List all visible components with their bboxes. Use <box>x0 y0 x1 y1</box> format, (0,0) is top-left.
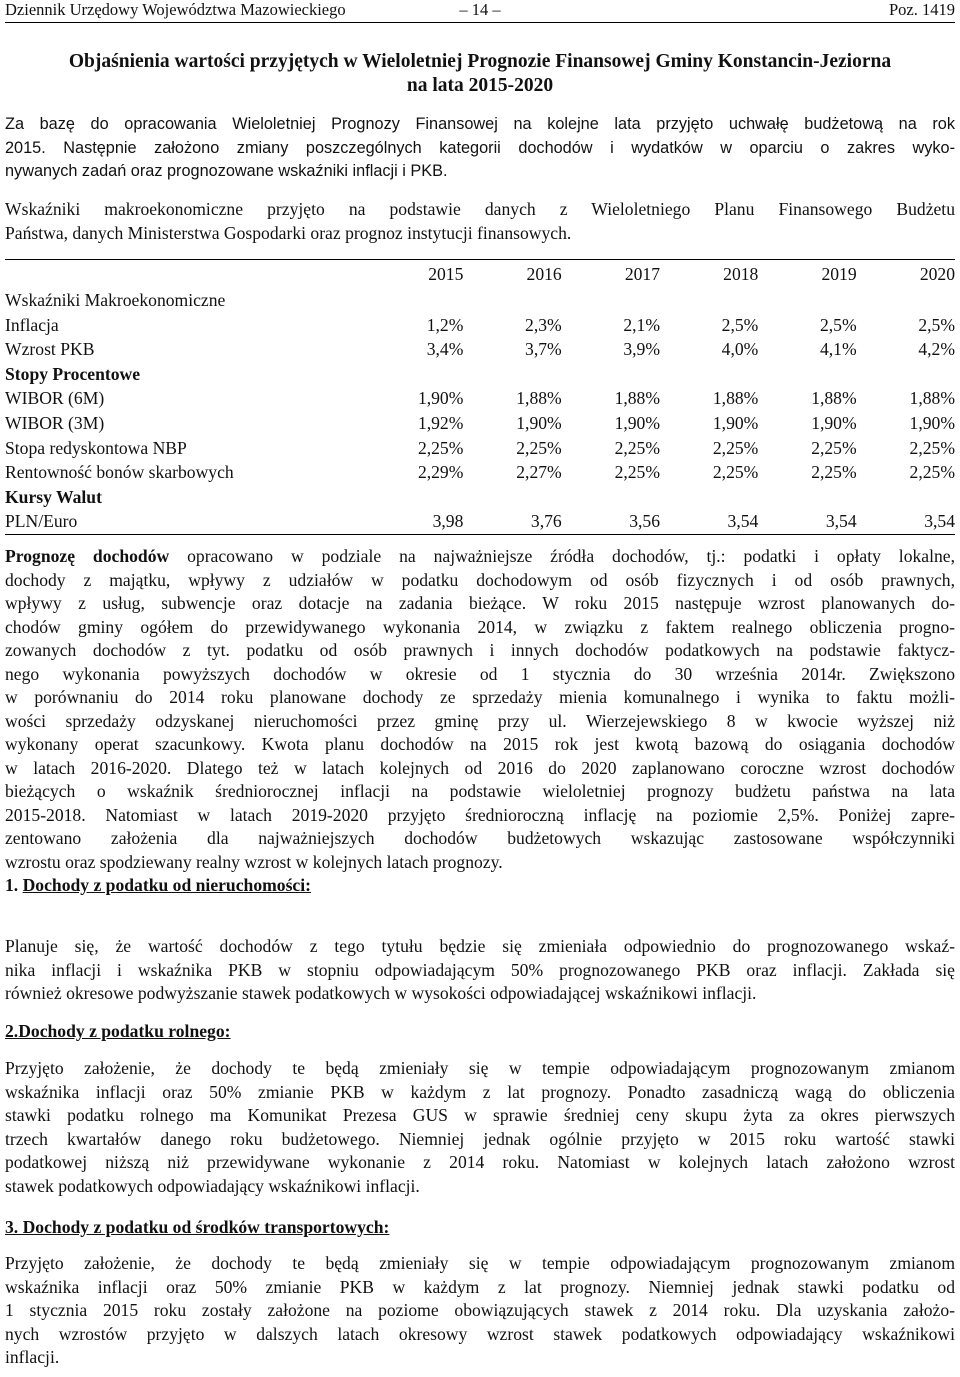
text-line: wpływy z usług, subwencje oraz dotacje na zadania bieżące. W roku 2015 następuje wzrost planowanych do- <box>5 593 955 613</box>
text-line: stawki podatku rolnego ma Komunikat Prezesa GUS w sprawie średniej ceny skupu żyta za okres pierwszych <box>5 1105 955 1125</box>
year-header: 2016 <box>526 264 562 284</box>
document-title <box>5 50 955 98</box>
text-line: 1 stycznia 2015 roku zostały założone na poziome obowiązujących stawek z 2014 roku. Dla uzyskania założo- <box>5 1300 955 1320</box>
row-value: 1,88% <box>811 388 857 409</box>
row-label: WIBOR (3M) <box>5 412 105 433</box>
row-value: 1,2% <box>426 314 464 335</box>
row-value: 2,3% <box>525 314 562 335</box>
row-value: 2,5% <box>918 314 955 335</box>
page-number: – 14 – <box>459 0 501 19</box>
section-1-number: 1. <box>5 875 23 895</box>
row-value: 3,54 <box>924 511 955 532</box>
table-group-row <box>5 288 955 313</box>
text-line: stawek podatkowych odpowiadający wskaźnikowi inflacji. <box>5 1175 420 1196</box>
row-value: 2,25% <box>417 437 464 458</box>
text-line: nego wykonania powyższych dochodów w okresie od 1 stycznia do 30 września 2014r. Zwiększono <box>5 663 955 684</box>
year-header: 2015 <box>428 264 464 284</box>
row-value: 3,54 <box>727 511 759 532</box>
text-line: dochody z majątku, wpływy z udziałów w podatku dochodowym od osób fizycznych i od osób prawnych, <box>5 569 955 590</box>
row-value: 2,25% <box>811 437 857 458</box>
group-label: Wskaźniki Makroekonomiczne <box>5 290 226 310</box>
text-line: 2015-2018. Natomiast w latach 2019-2020 przyjęto średnioroczną inflację na poziomie 2,5%. Poniżej zapre- <box>5 804 955 825</box>
text-line: wskaźnika inflacji oraz 50% zmianie PKB w każdym z lat prognozy. Niemniej jednak stawki podatku od <box>5 1276 955 1297</box>
year-header: 2018 <box>723 264 759 284</box>
table-row <box>5 337 955 362</box>
text-line: również okresowe podwyższanie stawek podatkowych w wysokości odpowiadającej wskaźnikowi inflacji. <box>5 983 757 1003</box>
row-value: 1,92% <box>417 412 464 433</box>
income-line-0: opracowano w podziale na najważniejsze źródła dochodów, tj.: podatki i opłaty lokalne, <box>169 546 955 566</box>
text-line: inflacji. <box>5 1347 60 1367</box>
row-value: 4,2% <box>918 339 955 360</box>
row-value: 2,27% <box>516 462 562 483</box>
journal-name: Dziennik Urzędowy Województwa Mazowieckiego <box>5 0 346 19</box>
table-header-empty <box>5 260 365 289</box>
row-value: 2,25% <box>909 437 955 458</box>
table-row <box>5 411 955 436</box>
page-header <box>5 0 955 23</box>
section-1-heading <box>5 874 311 898</box>
row-value: 2,25% <box>909 462 955 483</box>
row-value: 1,90% <box>614 412 661 433</box>
text-line: nywanych zadań oraz prognozowane wskaźniki inflacji i PKB. <box>5 162 448 180</box>
table-group-row <box>5 362 955 387</box>
row-value: 3,4% <box>426 339 464 360</box>
text-line: podatkowej niższą niż przewidywane wykonanie z 2014 roku. Natomiast w kolejnych latach założono wzrost <box>5 1152 955 1172</box>
row-value: 2,29% <box>417 462 464 483</box>
table-header-row <box>5 260 955 289</box>
row-value: 2,1% <box>623 314 661 335</box>
text-line: Wskaźniki makroekonomiczne przyjęto na podstawie danych z Wieloletniego Planu Finansowego Budżetu <box>5 199 955 219</box>
row-label: Stopa redyskontowa NBP <box>5 437 187 458</box>
text-line: Planuje się, że wartość dochodów z tego tytułu będzie się zmieniała odpowiednio do prognozowanego wskaź- <box>5 936 955 956</box>
section-3-paragraph <box>5 1252 955 1370</box>
table-row <box>5 509 955 534</box>
section-1-paragraph <box>5 935 955 1006</box>
group-label: Stopy Procentowe <box>5 363 141 384</box>
row-value: 3,7% <box>525 339 562 360</box>
row-label: Wzrost PKB <box>5 339 95 360</box>
text-line: Za bazę do opracowania Wieloletniej Prognozy Finansowej na kolejne lata przyjęto uchwałę budżetową na rok <box>5 115 955 133</box>
text-line: 2015. Następnie założono zmiany poszczególnych kategorii dochodów i wydatków w oparciu o zakres wyko- <box>5 138 955 157</box>
text-line: zowanych dochodów z tyt. podatku od osób prawnych i innych dochodów podatkowych na podstawie faktycz- <box>5 640 955 660</box>
row-value: 4,1% <box>819 339 857 360</box>
table-row <box>5 460 955 485</box>
position-number: Poz. 1419 <box>889 0 955 19</box>
row-value: 1,88% <box>516 388 562 409</box>
row-value: 2,25% <box>811 462 857 483</box>
title-line-1: Objaśnienia wartości przyjętych w Wieloletniej Prognozie Finansowej Gminy Konstancin-Jeziorna <box>68 51 892 72</box>
row-value: 2,25% <box>712 462 759 483</box>
row-value: 4,0% <box>721 339 759 360</box>
row-value: 3,76 <box>530 511 562 532</box>
section-2-paragraph <box>5 1057 955 1198</box>
row-value: 3,54 <box>825 511 857 532</box>
section-1-title: Dochody z podatku od nieruchomości: <box>22 875 311 895</box>
row-value: 1,90% <box>712 412 759 433</box>
table-row <box>5 436 955 461</box>
row-value: 1,88% <box>712 388 759 409</box>
macroeconomic-table <box>5 259 955 535</box>
text-line: Przyjęto założenie, że dochody te będą zmieniały się w tempie odpowiadającym prognozowanym zmianom <box>5 1058 955 1078</box>
year-header: 2020 <box>919 264 955 284</box>
text-line: Przyjęto założenie, że dochody te będą zmieniały się w tempie odpowiadającym prognozowanym zmianom <box>5 1253 955 1273</box>
row-value: 2,25% <box>516 437 562 458</box>
table-row <box>5 313 955 338</box>
text-line: w porównaniu do 2014 roku planowane dochody ze sprzedaży mienia komunalnego i wynika to faktu możli- <box>5 687 955 707</box>
row-value: 1,90% <box>811 412 857 433</box>
row-value: 3,9% <box>623 339 661 360</box>
row-value: 2,25% <box>614 462 661 483</box>
text-line: nika inflacji i wskaźnika PKB w stopniu odpowiadającym 50% prognozowanego PKB oraz inflacji. Zakłada się <box>5 959 955 980</box>
text-line: zentowano założenia dla najważniejszych dochodów budżetowych wskazując zastosowane współczynniki <box>5 828 955 848</box>
row-value: 1,90% <box>516 412 562 433</box>
text-line: wskaźnika inflacji oraz 50% zmianie PKB w każdym z lat prognozy. Ponadto zasadniczą wagą do obliczenia <box>5 1081 955 1102</box>
row-value: 2,25% <box>614 437 661 458</box>
table-group-row <box>5 485 955 510</box>
row-label: PLN/Euro <box>5 511 78 532</box>
text-line: w latach 2016-2020. Dlatego też w latach kolejnych od 2016 do 2020 zaplanowano coroczne wzrost dochodów <box>5 757 955 778</box>
row-label: WIBOR (6M) <box>5 388 105 409</box>
row-value: 2,25% <box>712 437 759 458</box>
row-label: Rentowność bonów skarbowych <box>5 462 234 483</box>
basis-paragraph <box>5 198 955 245</box>
text-line <box>5 545 955 569</box>
group-label: Kursy Walut <box>5 486 102 507</box>
row-value: 2,5% <box>721 314 759 335</box>
text-line: nych wzrostów przyjęto w dalszych latach okresowy wzrost stawek podatkowych odpowiadający wskaźnikowi <box>5 1323 955 1344</box>
year-header: 2017 <box>624 264 661 284</box>
income-paragraph <box>5 545 955 874</box>
text-line: wykonany operat szacunkowy. Kwota planu dochodów na 2015 rok jest kwotą bazową do osiągania dochodów <box>5 734 955 754</box>
section-2-heading: 2.Dochody z podatku rolnego: <box>5 1021 231 1041</box>
row-value: 1,88% <box>614 388 661 409</box>
row-value: 1,90% <box>909 412 955 433</box>
text-line: chodów gminy ogółem do przewidywanego wykonania 2014, w związku z faktem realnego obliczenia progno- <box>5 616 955 637</box>
text-line: trzech kwartałów danego roku budżetowego. Niemniej jednak ogólnie przyjęto w 2015 roku wartość stawki <box>5 1128 955 1149</box>
row-value: 1,88% <box>909 388 955 409</box>
row-label: Inflacja <box>5 314 59 335</box>
text-line: bieżących o wskaźnik średniorocznej inflacji na podstawie wieloletniej prognozy budżetu państwa na lata <box>5 781 955 801</box>
text-line: Państwa, danych Ministerstwa Gospodarki oraz prognoz instytucji finansowych. <box>5 222 572 243</box>
income-lead: Prognozę dochodów <box>5 546 170 566</box>
row-value: 1,90% <box>417 388 464 409</box>
section-3-heading: 3. Dochody z podatku od środków transportowych: <box>5 1217 390 1237</box>
text-line: wości sprzedaży odzyskanej nieruchomości przez gminę przy ul. Wierzejewskiego 8 w kwocie wyższej niż <box>5 710 955 731</box>
title-line-2: na lata 2015-2020 <box>406 75 554 96</box>
intro-paragraph <box>5 113 955 184</box>
row-value: 3,56 <box>629 511 661 532</box>
row-value: 3,98 <box>432 511 464 532</box>
table-row <box>5 386 955 411</box>
text-line: wzrostu oraz spodziewany realny wzrost w kolejnych latach prognozy. <box>5 851 503 872</box>
year-header: 2019 <box>821 264 857 284</box>
row-value: 2,5% <box>819 314 857 335</box>
